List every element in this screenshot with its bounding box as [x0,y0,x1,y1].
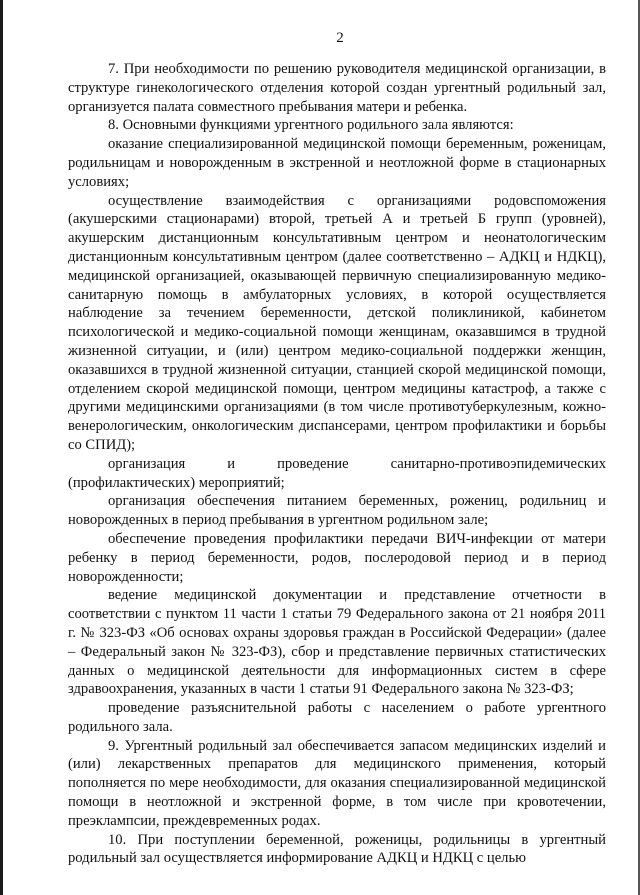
paragraph-8-item-outreach: проведение разъяснительной работы с населением о работе ургентного родильного зала. [68,700,606,735]
paragraph-8-item-documentation: ведение медицинской документации и представление отчетности в соответствии с пунктом 11 части 1 статьи 79 Федерального закона от 21 ноября 2011 г. № 323-ФЗ «Об основах охраны здоровья граждан в Российской Федерации» (далее – Федеральный закон № 323-ФЗ), сбор и представление первичных статистических данных о медицинской деятельности для информационных систем в сфере здравоохранения, указанных в части 1 статьи 91 Федерального закона № 323-ФЗ; [68,587,606,698]
paragraph-10: 10. При поступлении беременной, роженицы, родильницы в ургентный родильный зал осуществляется информирование АДКЦ и НДКЦ с целью [68,831,606,867]
paragraph-8-item-nutrition: организация обеспечения питанием беременных, рожениц, родильниц и новорожденных в период пребывания в ургентном родильном зале; [68,493,606,529]
paragraph-8-item-interaction: осуществление взаимодействия с организациями родовспоможения (акушерскими стационарами) второй, третьей А и третьей Б групп (уровней), акушерским дистанционным консультативным центром и неонатологическим дистанционным консультативным центром (далее соответственно – АДКЦ и НДКЦ), медицинской организацией, оказывающей первичную специализированную медико-санитарную помощь в амбулаторных условиях, в которой осуществляется наблюдение за течением беременности, детской поликлиникой, кабинетом психологической и медико-социальной помощи женщинам, оказавшимся в трудной жизненной ситуации, и (или) центром медико-социальной поддержки женщин, оказавшихся в трудной жизненной ситуации, станцией скорой медицинской помощи, отделением скорой медицинской помощи, центром медицины катастроф, а также с другими медицинскими организациями (в том числе противотуберкулезным, кожно-венерологическим, онкологическим диспансерами, центром профилактики и борьбы со СПИД); [68,192,606,453]
document-body [68,60,606,868]
paragraph-8-item-care: оказание специализированной медицинской помощи беременным, роженицам, родильницам и новорожденным в экстренной и неотложной форме в стационарных условиях; [68,136,606,190]
paragraph-9: 9. Ургентный родильный зал обеспечивается запасом медицинских изделий и (или) лекарственных препаратов для медицинского применения, который пополняется по мере необходимости, для оказания специализированной медицинской помощи в неотложной и экстренной форме, в том числе при кровотечении, преэклампсии, преждевременных родах. [68,737,606,829]
paragraph-7: 7. При необходимости по решению руководителя медицинской организации, в структуре гинекологического отделения которой создан ургентный родильный зал, организуется палата совместного пребывания матери и ребенка. [68,61,606,115]
paragraph-8-item-hiv: обеспечение проведения профилактики передачи ВИЧ-инфекции от матери ребенку в период беременности, родов, послеродовой период и в период новорожденности; [68,530,606,585]
page-number: 2 [336,30,344,46]
scan-edge-left [0,0,3,895]
paragraph-8-heading: 8. Основными функциями ургентного родильного зала являются: [108,117,514,134]
paragraph-8-item-sanitary: организация и проведение санитарно-противоэпидемических (профилактических) мероприятий; [68,455,606,491]
